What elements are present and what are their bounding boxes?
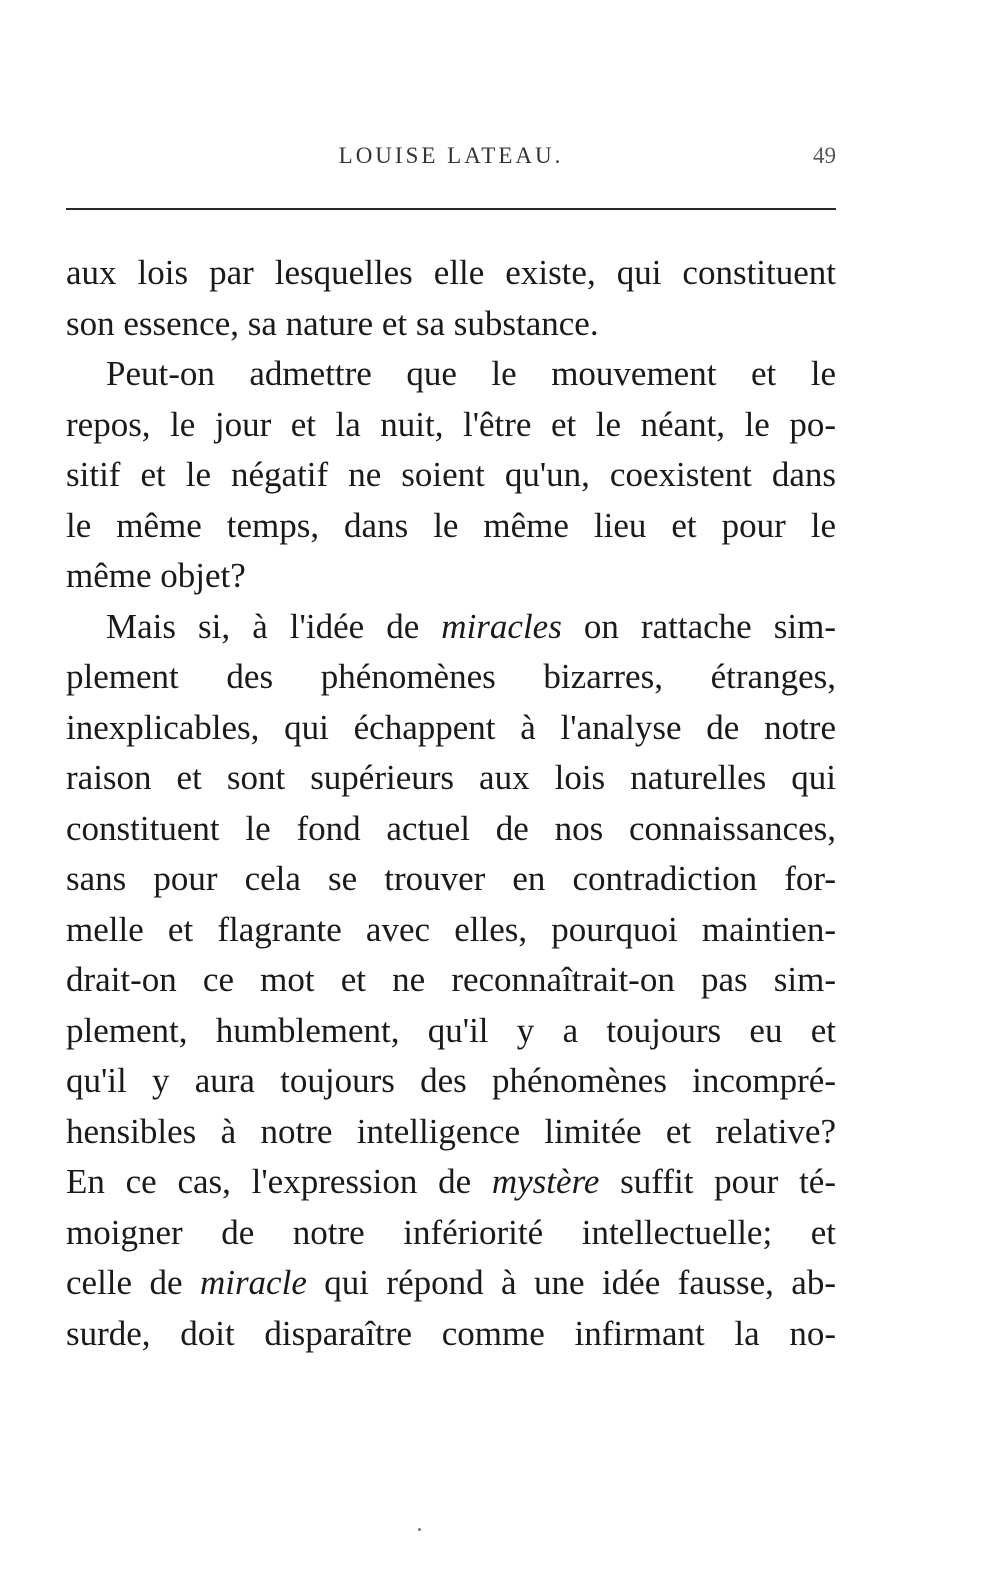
header-rule bbox=[66, 208, 836, 210]
text-line: constituent le fond actuel de nos connaissances, bbox=[66, 808, 836, 848]
text-line: En ce cas, l'expression de mystère suffit pour té- bbox=[66, 1162, 836, 1201]
text-line: moigner de notre infériorité intellectuelle; et bbox=[66, 1212, 836, 1252]
text-line: celle de miracle qui répond à une idée fausse, ab- bbox=[66, 1263, 836, 1302]
paragraph-start-line: Mais si, à l'idée de miracles on rattache sim- bbox=[106, 606, 836, 646]
text-line: inexplicables, qui échappent à l'analyse de notre bbox=[66, 707, 836, 747]
text-line: raison et sont supérieurs aux lois naturelles qui bbox=[66, 758, 836, 797]
text-line: même objet? bbox=[66, 556, 246, 595]
page-number: 49 bbox=[813, 143, 836, 168]
text-line: drait-on ce mot et ne reconnaîtrait-on pas sim- bbox=[66, 960, 836, 999]
text-line: melle et flagrante avec elles, pourquoi maintien- bbox=[66, 909, 836, 949]
running-title: LOUISE LATEAU. bbox=[338, 143, 564, 168]
italic-word: miracles bbox=[441, 606, 562, 646]
text-line: hensibles à notre intelligence limitée et relative? bbox=[66, 1111, 836, 1151]
body-text bbox=[66, 248, 836, 1359]
text-line: surde, doit disparaître comme infirmant la no- bbox=[66, 1313, 836, 1353]
italic-word: mystère bbox=[491, 1162, 600, 1201]
scan-speck bbox=[418, 1528, 421, 1531]
text-line: repos, le jour et la nuit, l'être et le néant, le po- bbox=[66, 404, 836, 444]
running-head bbox=[66, 143, 836, 173]
text-line: aux lois par lesquelles elle existe, qui constituent bbox=[66, 253, 836, 292]
text-line: plement des phénomènes bizarres, étranges, bbox=[66, 657, 836, 696]
italic-word: miracle bbox=[199, 1263, 307, 1302]
text-line: son essence, sa nature et sa substance. bbox=[66, 303, 599, 343]
paragraph-start-line: Peut-on admettre que le mouvement et le bbox=[106, 354, 836, 393]
text-line: qu'il y aura toujours des phénomènes incompré- bbox=[66, 1061, 836, 1100]
text-line: plement, humblement, qu'il y a toujours eu et bbox=[66, 1010, 836, 1050]
text-line: le même temps, dans le même lieu et pour le bbox=[66, 505, 836, 545]
text-line: sans pour cela se trouver en contradiction for- bbox=[66, 859, 836, 898]
text-line: sitif et le négatif ne soient qu'un, coexistent dans bbox=[66, 455, 836, 494]
